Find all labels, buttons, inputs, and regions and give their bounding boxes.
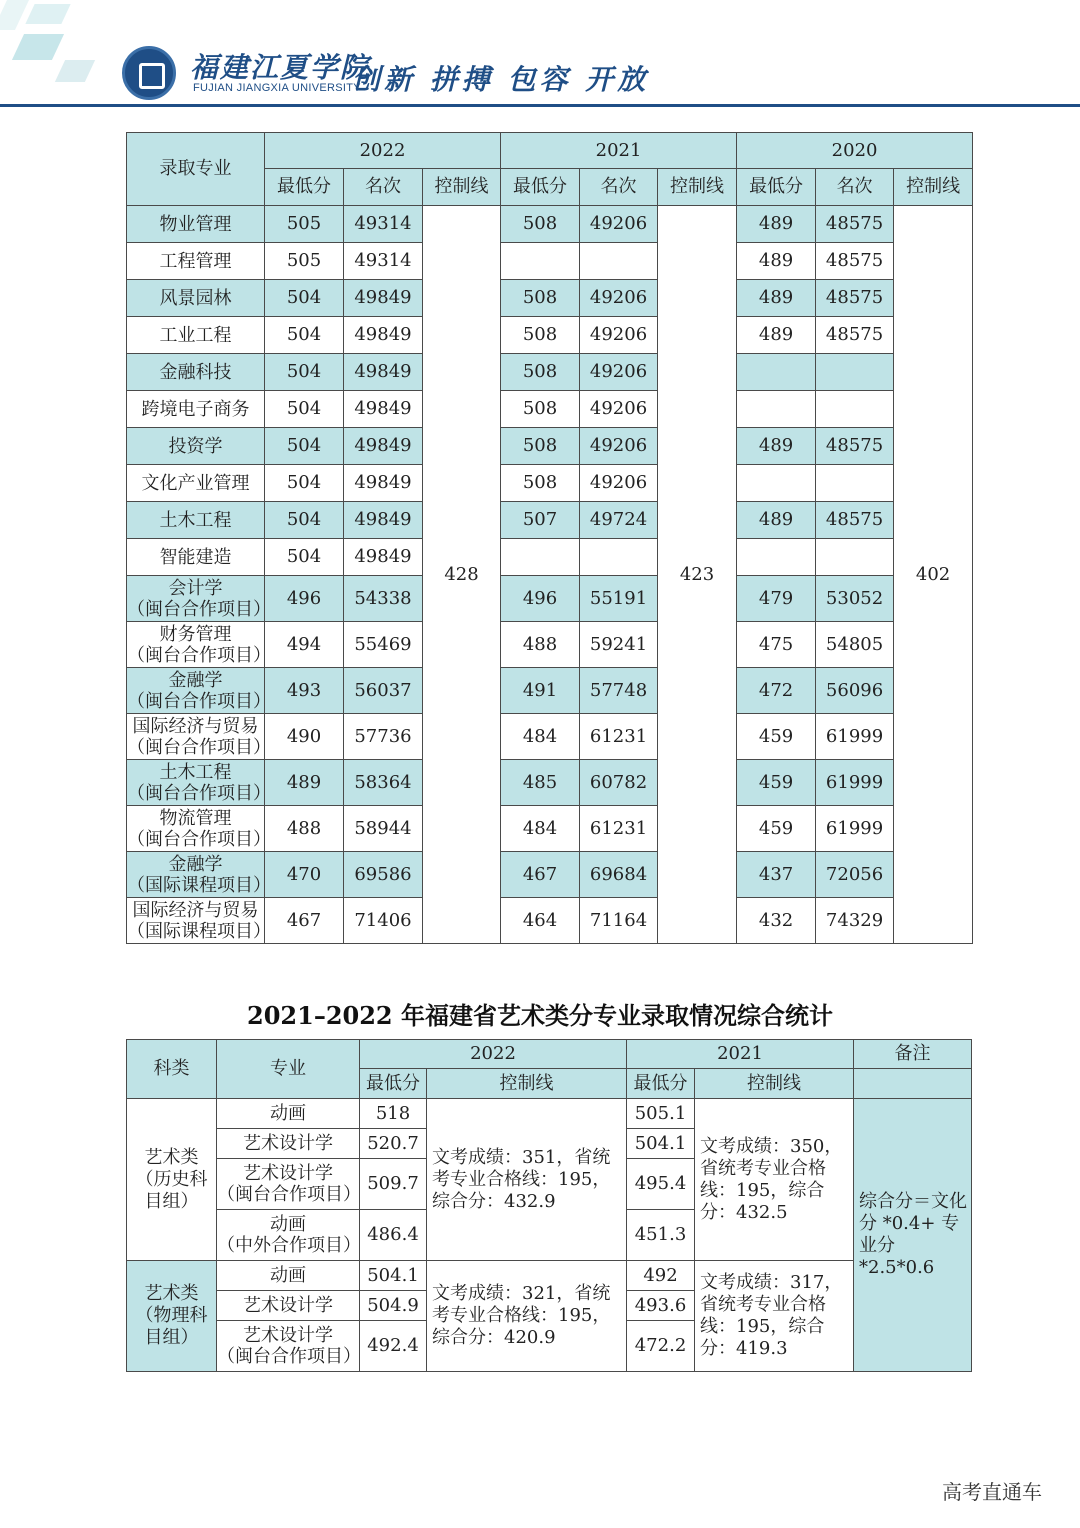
header-year: 2022 <box>265 133 501 169</box>
min-score-cell <box>501 243 580 280</box>
major-note: （国际课程项目） <box>127 920 271 942</box>
major-name: 金融科技 <box>159 361 232 383</box>
header-control-line: 控制线 <box>695 1069 854 1099</box>
header-min-score: 最低分 <box>737 169 816 206</box>
min-score-cell: 508 <box>501 391 580 428</box>
art-table-title: 2021–2022 年福建省艺术类分专业录取情况综合统计 <box>247 1001 833 1030</box>
table-row <box>127 354 973 391</box>
major-cell <box>127 668 271 714</box>
major-note: （闽台合作项目） <box>217 1184 361 1205</box>
table-row <box>127 714 973 760</box>
major-note: （闽台合作项目） <box>217 1346 361 1367</box>
min-score-2021-cell: 472.2 <box>627 1321 695 1372</box>
rank-cell: 72056 <box>816 852 894 898</box>
min-score-cell: 504 <box>265 539 344 576</box>
page-header <box>0 0 1080 108</box>
min-score-cell: 484 <box>501 806 580 852</box>
min-score-2021-cell: 504.1 <box>627 1129 695 1159</box>
art-major-cell <box>217 1321 360 1372</box>
rank-cell: 49206 <box>580 280 658 317</box>
major-name: 金融学 <box>168 669 223 691</box>
major-note: （闽台合作项目） <box>127 782 271 804</box>
rank-cell: 48575 <box>816 206 894 243</box>
min-score-cell: 467 <box>265 898 344 944</box>
major-name: 土木工程 <box>159 761 232 783</box>
rank-cell: 55469 <box>344 622 423 668</box>
control-line-2022-cell: 文考成绩：351，省统考专业合格线：195，综合分：432.9 <box>427 1099 627 1261</box>
min-score-cell: 491 <box>501 668 580 714</box>
table-row <box>127 243 973 280</box>
table-row <box>127 898 973 944</box>
min-score-cell: 489 <box>737 206 816 243</box>
rank-cell: 49206 <box>580 206 658 243</box>
min-score-cell: 459 <box>737 806 816 852</box>
decor-shape <box>0 0 29 30</box>
min-score-2022-cell: 504.1 <box>360 1261 427 1291</box>
min-score-cell <box>501 539 580 576</box>
control-line-cell: 428 <box>423 206 501 944</box>
min-score-cell: 472 <box>737 668 816 714</box>
major-cell <box>127 852 271 898</box>
major-cell <box>127 502 265 539</box>
header-control-line: 控制线 <box>894 169 973 206</box>
major-cell <box>127 465 265 502</box>
table-row <box>127 391 973 428</box>
table-row <box>127 502 973 539</box>
rank-cell: 49206 <box>580 391 658 428</box>
min-score-cell: 489 <box>737 280 816 317</box>
rank-cell: 56096 <box>816 668 894 714</box>
min-score-cell: 508 <box>501 317 580 354</box>
min-score-cell: 489 <box>737 502 816 539</box>
rank-cell <box>816 465 894 502</box>
art-major-cell <box>217 1159 360 1210</box>
rank-cell: 49724 <box>580 502 658 539</box>
rank-cell: 49206 <box>580 354 658 391</box>
major-name: 动画 <box>270 1103 306 1124</box>
rank-cell: 48575 <box>816 317 894 354</box>
header-remark-empty <box>854 1069 972 1099</box>
major-cell <box>127 898 271 944</box>
rank-cell: 71164 <box>580 898 658 944</box>
header-divider <box>0 104 1080 107</box>
major-name: 金融学 <box>168 853 223 875</box>
header-year-2022: 2022 <box>360 1040 627 1069</box>
major-cell <box>127 714 271 760</box>
min-score-cell: 479 <box>737 576 816 622</box>
university-logo-icon <box>122 46 176 100</box>
remark-cell: 综合分＝文化分 *0.4+ 专业分 *2.5*0.6 <box>854 1099 972 1372</box>
table-row <box>127 1099 972 1129</box>
rank-cell: 49206 <box>580 317 658 354</box>
rank-cell: 60782 <box>580 760 658 806</box>
major-name: 动画 <box>270 1265 306 1286</box>
major-cell <box>127 576 271 622</box>
min-score-cell: 489 <box>265 760 344 806</box>
min-score-cell: 508 <box>501 354 580 391</box>
university-name-en: FUJIAN JIANGXIA UNIVERSITY <box>193 82 361 94</box>
art-admission-table <box>126 1039 972 1372</box>
rank-cell <box>816 391 894 428</box>
major-name: 艺术设计学 <box>243 1295 333 1316</box>
major-name: 会计学 <box>168 577 223 599</box>
min-score-2021-cell: 505.1 <box>627 1099 695 1129</box>
major-name: 物业管理 <box>159 213 232 235</box>
art-major-cell <box>217 1099 360 1129</box>
art-major-cell <box>217 1261 360 1291</box>
min-score-cell: 485 <box>501 760 580 806</box>
rank-cell: 48575 <box>816 428 894 465</box>
major-note: （闽台合作项目） <box>127 736 271 758</box>
table-row <box>127 317 973 354</box>
category-cell: 艺术类（物理科目组） <box>127 1261 217 1372</box>
header-year-2021: 2021 <box>627 1040 854 1069</box>
rank-cell: 69684 <box>580 852 658 898</box>
rank-cell: 49849 <box>344 354 423 391</box>
min-score-cell: 488 <box>501 622 580 668</box>
min-score-cell: 504 <box>265 280 344 317</box>
table-row <box>127 622 973 668</box>
art-major-cell <box>217 1129 360 1159</box>
art-major-cell <box>217 1291 360 1321</box>
major-cell <box>127 760 271 806</box>
major-name: 跨境电子商务 <box>141 398 250 420</box>
major-name: 文化产业管理 <box>141 472 250 494</box>
watermark: 高考直通车 <box>942 1480 1042 1504</box>
major-name: 工程管理 <box>159 250 232 272</box>
min-score-cell: 507 <box>501 502 580 539</box>
table-row <box>127 428 973 465</box>
major-name: 土木工程 <box>159 509 232 531</box>
rank-cell: 49849 <box>344 428 423 465</box>
rank-cell: 49849 <box>344 465 423 502</box>
control-line-2022-cell: 文考成绩：321，省统考专业合格线：195，综合分：420.9 <box>427 1261 627 1372</box>
min-score-cell: 489 <box>737 317 816 354</box>
major-name: 智能建造 <box>159 546 232 568</box>
rank-cell: 49314 <box>344 206 423 243</box>
rank-cell: 61999 <box>816 714 894 760</box>
min-score-cell <box>737 391 816 428</box>
university-name-cn: 福建江夏学院 <box>190 51 371 84</box>
rank-cell: 48575 <box>816 502 894 539</box>
min-score-cell: 508 <box>501 206 580 243</box>
table-row <box>127 576 973 622</box>
min-score-cell: 504 <box>265 428 344 465</box>
admission-score-table <box>126 132 973 944</box>
min-score-cell: 496 <box>265 576 344 622</box>
min-score-cell: 475 <box>737 622 816 668</box>
major-cell <box>127 428 265 465</box>
rank-cell: 69586 <box>344 852 423 898</box>
major-name: 艺术设计学 <box>243 1133 333 1154</box>
table-row <box>127 760 973 806</box>
rank-cell: 59241 <box>580 622 658 668</box>
header-min-score: 最低分 <box>360 1069 427 1099</box>
min-score-cell <box>737 465 816 502</box>
header-rank: 名次 <box>344 169 423 206</box>
min-score-cell: 504 <box>265 502 344 539</box>
rank-cell: 58364 <box>344 760 423 806</box>
header-control-line: 控制线 <box>658 169 737 206</box>
category-cell: 艺术类（历史科目组） <box>127 1099 217 1261</box>
header-remark: 备注 <box>854 1040 972 1069</box>
min-score-cell: 490 <box>265 714 344 760</box>
rank-cell: 54805 <box>816 622 894 668</box>
table-row <box>127 1261 972 1291</box>
major-name: 艺术设计学 <box>243 1163 333 1184</box>
table-row <box>127 806 973 852</box>
table-row <box>127 280 973 317</box>
min-score-2022-cell: 509.7 <box>360 1159 427 1210</box>
major-name: 艺术设计学 <box>243 1325 333 1346</box>
decor-shape <box>55 60 95 82</box>
rank-cell: 54338 <box>344 576 423 622</box>
rank-cell: 61231 <box>580 714 658 760</box>
rank-cell: 58944 <box>344 806 423 852</box>
rank-cell: 71406 <box>344 898 423 944</box>
rank-cell: 49849 <box>344 539 423 576</box>
header-category: 科类 <box>127 1040 217 1099</box>
decor-shape <box>25 4 70 24</box>
min-score-cell <box>737 539 816 576</box>
rank-cell: 55191 <box>580 576 658 622</box>
rank-cell: 53052 <box>816 576 894 622</box>
major-note: （闽台合作项目） <box>127 690 271 712</box>
min-score-cell: 437 <box>737 852 816 898</box>
header-major: 录取专业 <box>127 133 265 206</box>
min-score-cell: 504 <box>265 465 344 502</box>
min-score-cell: 489 <box>737 243 816 280</box>
major-cell <box>127 243 265 280</box>
major-name: 国际经济与贸易 <box>132 715 259 737</box>
min-score-cell: 467 <box>501 852 580 898</box>
table-row <box>127 539 973 576</box>
header-year: 2020 <box>737 133 973 169</box>
control-line-2021-cell: 文考成绩：350，省统考专业合格线：195，综合分：432.5 <box>695 1099 854 1261</box>
min-score-cell: 504 <box>265 391 344 428</box>
rank-cell: 61999 <box>816 760 894 806</box>
table-row <box>127 206 973 243</box>
min-score-cell: 489 <box>737 428 816 465</box>
rank-cell: 74329 <box>816 898 894 944</box>
major-name: 投资学 <box>168 435 223 457</box>
decor-shape <box>12 34 64 60</box>
min-score-cell: 508 <box>501 280 580 317</box>
rank-cell: 49849 <box>344 280 423 317</box>
min-score-cell: 496 <box>501 576 580 622</box>
table-row <box>127 465 973 502</box>
university-motto: 创新 拼搏 包容 开放 <box>352 63 650 96</box>
header-year: 2021 <box>501 133 737 169</box>
rank-cell <box>580 539 658 576</box>
min-score-cell <box>737 354 816 391</box>
rank-cell <box>580 243 658 280</box>
rank-cell: 49206 <box>580 465 658 502</box>
rank-cell: 49314 <box>344 243 423 280</box>
major-note: （中外合作项目） <box>217 1235 361 1256</box>
min-score-2022-cell: 518 <box>360 1099 427 1129</box>
major-name: 物流管理 <box>159 807 232 829</box>
major-cell <box>127 391 265 428</box>
rank-cell <box>816 539 894 576</box>
major-cell <box>127 354 265 391</box>
major-name: 财务管理 <box>159 623 232 645</box>
control-line-2021-cell: 文考成绩：317，省统考专业合格线：195，综合分：419.3 <box>695 1261 854 1372</box>
min-score-2022-cell: 486.4 <box>360 1210 427 1261</box>
table-row <box>127 668 973 714</box>
table-row <box>127 852 973 898</box>
major-note: （闽台合作项目） <box>127 828 271 850</box>
header-rank: 名次 <box>816 169 894 206</box>
rank-cell: 57736 <box>344 714 423 760</box>
header-min-score: 最低分 <box>265 169 344 206</box>
min-score-cell: 484 <box>501 714 580 760</box>
major-note: （闽台合作项目） <box>127 644 271 666</box>
min-score-cell: 493 <box>265 668 344 714</box>
rank-cell: 61231 <box>580 806 658 852</box>
header-art-major: 专业 <box>217 1040 360 1099</box>
major-cell <box>127 280 265 317</box>
major-name: 工业工程 <box>159 324 232 346</box>
rank-cell: 49849 <box>344 502 423 539</box>
min-score-cell: 504 <box>265 317 344 354</box>
header-min-score: 最低分 <box>627 1069 695 1099</box>
major-cell <box>127 622 271 668</box>
control-line-cell: 402 <box>894 206 973 944</box>
art-major-cell <box>217 1210 360 1261</box>
min-score-cell: 494 <box>265 622 344 668</box>
major-cell <box>127 317 265 354</box>
min-score-cell: 508 <box>501 428 580 465</box>
major-name: 风景园林 <box>159 287 232 309</box>
min-score-2021-cell: 493.6 <box>627 1291 695 1321</box>
min-score-2022-cell: 504.9 <box>360 1291 427 1321</box>
min-score-2021-cell: 495.4 <box>627 1159 695 1210</box>
min-score-cell: 464 <box>501 898 580 944</box>
header-control-line: 控制线 <box>423 169 501 206</box>
min-score-cell: 505 <box>265 243 344 280</box>
rank-cell <box>816 354 894 391</box>
rank-cell: 49849 <box>344 317 423 354</box>
rank-cell: 49849 <box>344 391 423 428</box>
min-score-2021-cell: 492 <box>627 1261 695 1291</box>
header-rank: 名次 <box>580 169 658 206</box>
min-score-cell: 432 <box>737 898 816 944</box>
rank-cell: 48575 <box>816 280 894 317</box>
rank-cell: 48575 <box>816 243 894 280</box>
min-score-2022-cell: 520.7 <box>360 1129 427 1159</box>
rank-cell: 56037 <box>344 668 423 714</box>
header-min-score: 最低分 <box>501 169 580 206</box>
min-score-cell: 505 <box>265 206 344 243</box>
min-score-cell: 470 <box>265 852 344 898</box>
major-cell <box>127 539 265 576</box>
major-name: 动画 <box>270 1214 306 1235</box>
rank-cell: 61999 <box>816 806 894 852</box>
min-score-cell: 459 <box>737 760 816 806</box>
min-score-2021-cell: 451.3 <box>627 1210 695 1261</box>
min-score-cell: 508 <box>501 465 580 502</box>
major-name: 国际经济与贸易 <box>132 899 259 921</box>
min-score-cell: 488 <box>265 806 344 852</box>
major-cell <box>127 206 265 243</box>
rank-cell: 49206 <box>580 428 658 465</box>
min-score-2022-cell: 492.4 <box>360 1321 427 1372</box>
rank-cell: 57748 <box>580 668 658 714</box>
major-note: （国际课程项目） <box>127 874 271 896</box>
min-score-cell: 504 <box>265 354 344 391</box>
major-note: （闽台合作项目） <box>127 598 271 620</box>
major-cell <box>127 806 271 852</box>
control-line-cell: 423 <box>658 206 737 944</box>
min-score-cell: 459 <box>737 714 816 760</box>
header-control-line: 控制线 <box>427 1069 627 1099</box>
